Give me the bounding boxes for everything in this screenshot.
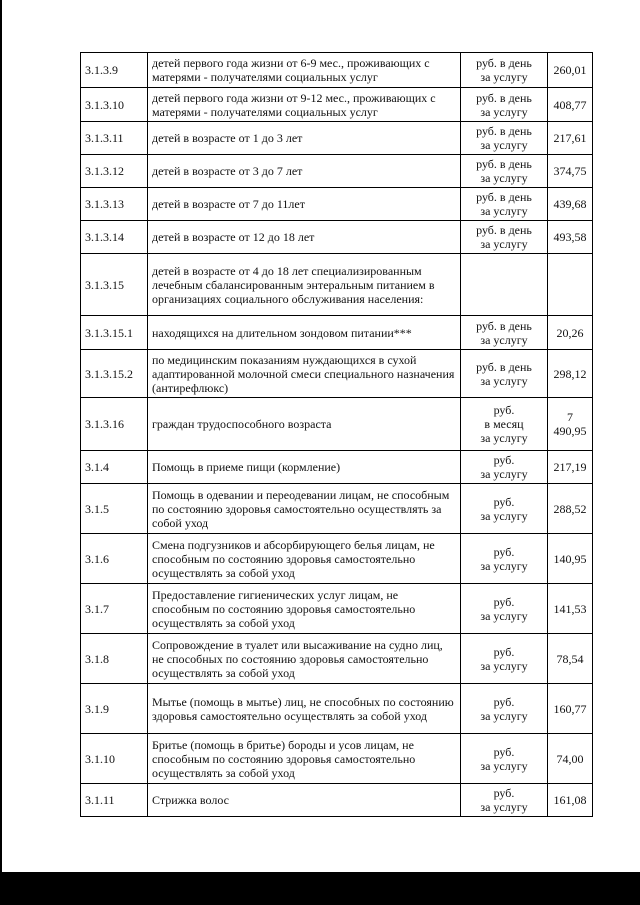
scan-left-edge: [0, 0, 2, 905]
row-service-name: Мытье (помощь в мытье) лиц, не способных по состоянию здоровья самостоятельно осуществлять за собой уход: [148, 684, 461, 734]
row-price: 408,77: [548, 88, 593, 122]
table-row: [81, 350, 593, 398]
row-price: 140,95: [548, 534, 593, 584]
row-price: [548, 254, 593, 316]
row-code: 3.1.5: [81, 484, 148, 534]
table-row: [81, 484, 593, 534]
row-unit: руб. в месяц за услугу: [461, 398, 548, 451]
table-row: [81, 634, 593, 684]
table-row: [81, 155, 593, 188]
row-price: 217,19: [548, 451, 593, 484]
row-service-name: по медицинским показаниям нуждающихся в сухой адаптированной молочной смеси специального назначения (антирефлюкс): [148, 350, 461, 398]
row-unit: руб. за услугу: [461, 451, 548, 484]
row-price: 217,61: [548, 122, 593, 155]
row-service-name: Смена подгузников и абсорбирующего белья лицам, не способным по состоянию здоровья самостоятельно осуществлять за собой уход: [148, 534, 461, 584]
row-unit: руб. за услугу: [461, 634, 548, 684]
row-unit: руб. в день за услугу: [461, 122, 548, 155]
table-row: [81, 53, 593, 88]
row-unit: руб. за услугу: [461, 534, 548, 584]
row-price: 161,08: [548, 784, 593, 817]
row-unit: руб. за услугу: [461, 684, 548, 734]
table-row: [81, 734, 593, 784]
table-row: [81, 684, 593, 734]
row-code: 3.1.3.13: [81, 188, 148, 221]
row-unit: руб. за услугу: [461, 584, 548, 634]
table-row: [81, 188, 593, 221]
row-price: 493,58: [548, 221, 593, 254]
row-unit: руб. в день за услугу: [461, 88, 548, 122]
row-service-name: Бритье (помощь в бритье) бороды и усов лицам, не способным по состоянию здоровья самостоятельно осуществлять за собой уход: [148, 734, 461, 784]
table-row: [81, 88, 593, 122]
row-price: 160,77: [548, 684, 593, 734]
row-unit: руб. в день за услугу: [461, 53, 548, 88]
table-row: [81, 122, 593, 155]
row-service-name: Помощь в одевании и переодевании лицам, не способным по состоянию здоровья самостоятельно осуществлять за собой уход: [148, 484, 461, 534]
row-code: 3.1.3.9: [81, 53, 148, 88]
row-unit: руб. в день за услугу: [461, 221, 548, 254]
row-unit: руб. за услугу: [461, 484, 548, 534]
row-service-name: Стрижка волос: [148, 784, 461, 817]
row-service-name: находящихся на длительном зондовом питании***: [148, 316, 461, 350]
row-service-name: детей в возрасте от 12 до 18 лет: [148, 221, 461, 254]
row-service-name: детей в возрасте от 7 до 11лет: [148, 188, 461, 221]
row-code: 3.1.3.16: [81, 398, 148, 451]
row-service-name: Помощь в приеме пищи (кормление): [148, 451, 461, 484]
row-price: 141,53: [548, 584, 593, 634]
row-code: 3.1.3.11: [81, 122, 148, 155]
row-unit: руб. в день за услугу: [461, 155, 548, 188]
row-code: 3.1.4: [81, 451, 148, 484]
row-code: 3.1.3.15: [81, 254, 148, 316]
row-unit: руб. в день за услугу: [461, 350, 548, 398]
row-code: 3.1.7: [81, 584, 148, 634]
table-row: [81, 316, 593, 350]
scan-bottom-edge: [0, 872, 640, 905]
row-service-name: Сопровождение в туалет или высаживание на судно лиц, не способных по состоянию здоровья самостоятельно осуществлять за собой уход: [148, 634, 461, 684]
row-service-name: детей первого года жизни от 9-12 мес., проживающих с матерями - получателями социальных услуг: [148, 88, 461, 122]
row-unit: руб. за услугу: [461, 784, 548, 817]
row-code: 3.1.9: [81, 684, 148, 734]
row-code: 3.1.10: [81, 734, 148, 784]
row-unit: руб. за услугу: [461, 734, 548, 784]
row-code: 3.1.8: [81, 634, 148, 684]
row-code: 3.1.3.14: [81, 221, 148, 254]
row-price: 374,75: [548, 155, 593, 188]
row-service-name: детей в возрасте от 3 до 7 лет: [148, 155, 461, 188]
row-unit: руб. в день за услугу: [461, 316, 548, 350]
table-row: [81, 784, 593, 817]
row-service-name: детей в возрасте от 1 до 3 лет: [148, 122, 461, 155]
row-price: 20,26: [548, 316, 593, 350]
row-price: 298,12: [548, 350, 593, 398]
row-service-name: детей первого года жизни от 6-9 мес., проживающих с матерями - получателями социальных услуг: [148, 53, 461, 88]
table-row: [81, 584, 593, 634]
table-row: [81, 221, 593, 254]
row-code: 3.1.3.15.1: [81, 316, 148, 350]
row-price: 74,00: [548, 734, 593, 784]
row-service-name: Предоставление гигиенических услуг лицам, не способным по состоянию здоровья самостоятельно осуществлять за собой уход: [148, 584, 461, 634]
row-code: 3.1.3.12: [81, 155, 148, 188]
table-row: [81, 451, 593, 484]
row-code: 3.1.6: [81, 534, 148, 584]
table-row: [81, 534, 593, 584]
row-unit: [461, 254, 548, 316]
row-price: 439,68: [548, 188, 593, 221]
row-code: 3.1.3.10: [81, 88, 148, 122]
row-service-name: детей в возрасте от 4 до 18 лет специализированным лечебным сбалансированным энтеральным питанием в организациях социального обслуживания населения:: [148, 254, 461, 316]
row-price: 288,52: [548, 484, 593, 534]
table-row: [81, 254, 593, 316]
row-code: 3.1.3.15.2: [81, 350, 148, 398]
row-price: 7 490,95: [548, 398, 593, 451]
row-code: 3.1.11: [81, 784, 148, 817]
tariff-table: [80, 52, 593, 817]
row-price: 78,54: [548, 634, 593, 684]
row-price: 260,01: [548, 53, 593, 88]
table-row: [81, 398, 593, 451]
row-unit: руб. в день за услугу: [461, 188, 548, 221]
row-service-name: граждан трудоспособного возраста: [148, 398, 461, 451]
